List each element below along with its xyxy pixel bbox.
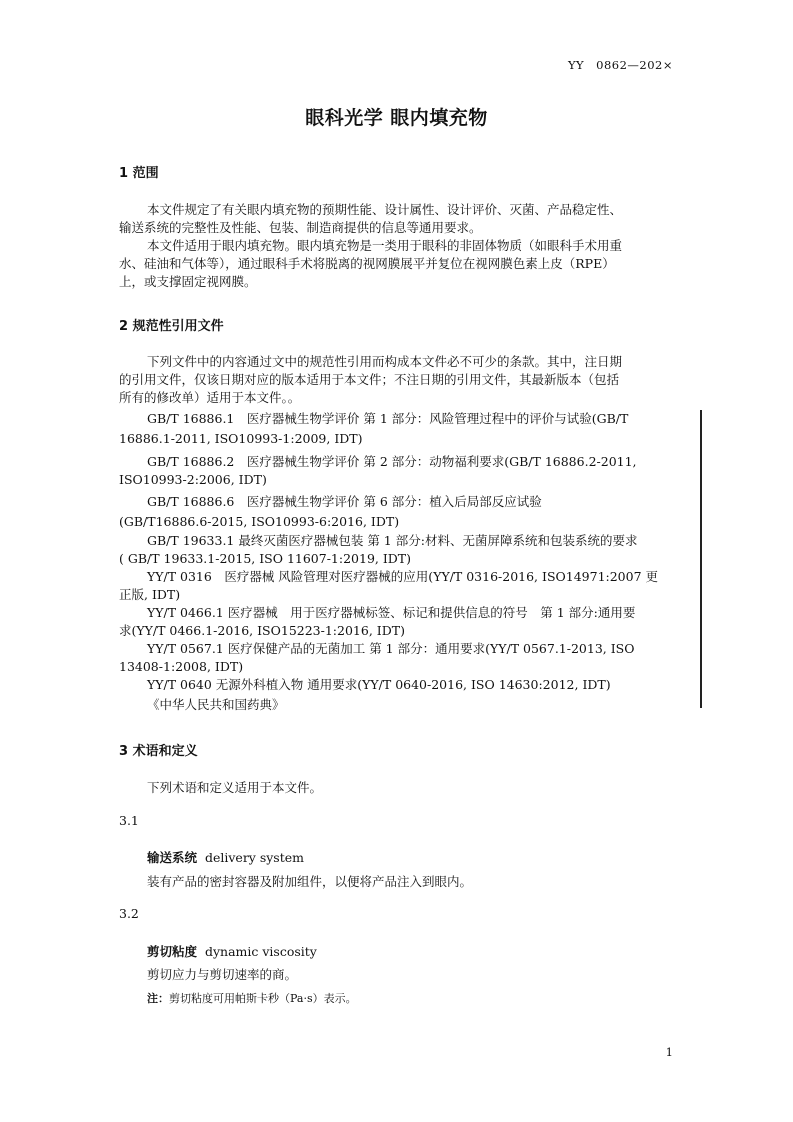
term-definition: 剪切应力与剪切速率的商。: [147, 967, 298, 982]
term-name-en: delivery system: [204, 850, 304, 865]
section-1-line: 上，或支撑固定视网膜。: [119, 274, 257, 289]
term-number: 3.1: [119, 813, 139, 828]
reference-entry: 《中华人民共和国药典》: [147, 697, 285, 712]
reference-entry: GB/T 16886.1 医疗器械生物学评价 第 1 部分：风险管理过程中的评价与试验(GB/T: [147, 411, 629, 426]
page-number: 1: [665, 1045, 673, 1059]
reference-entry: YY/T 0316 医疗器械 风险管理对医疗器械的应用(YY/T 0316-2016, ISO14971:2007 更: [147, 569, 659, 584]
section-1-heading: 1 范围: [119, 166, 159, 181]
reference-entry: YY/T 0640 无源外科植入物 通用要求(YY/T 0640-2016, ISO 14630:2012, IDT): [147, 677, 611, 692]
term-definition: 装有产品的密封容器及附加组件，以便将产品注入到眼内。: [147, 874, 473, 889]
section-2-heading: 2 规范性引用文件: [119, 319, 224, 334]
section-1-line: 本文件规定了有关眼内填充物的预期性能、设计属性、设计评价、灭菌、产品稳定性、: [147, 202, 623, 217]
reference-entry: GB/T 19633.1 最终灭菌医疗器械包装 第 1 部分:材料、无菌屏障系统和包装系统的要求: [147, 533, 638, 548]
section-2-line: 所有的修改单）适用于本文件。。: [119, 390, 301, 405]
reference-entry: YY/T 0466.1 医疗器械 用于医疗器械标签、标记和提供信息的符号 第 1 部分:通用要: [147, 605, 636, 620]
term-name-en: dynamic viscosity: [204, 944, 317, 959]
term-name-cn: 输送系统: [147, 850, 198, 865]
revision-change-bar: [700, 410, 702, 708]
term-name-cn: 剪切粘度: [147, 944, 198, 959]
reference-entry: 正版, IDT): [119, 587, 181, 602]
reference-entry: GB/T 16886.6 医疗器械生物学评价 第 6 部分：植入后局部反应试验: [147, 494, 542, 509]
reference-entry: (GB/T16886.6-2015, ISO10993-6:2016, IDT): [119, 514, 400, 529]
term-title: [147, 848, 304, 866]
term-number: 3.2: [119, 906, 139, 921]
document-code: YY 0862—202×: [567, 58, 673, 72]
section-3-intro: 下列术语和定义适用于本文件。: [147, 780, 323, 795]
section-1-line: 本文件适用于眼内填充物。眼内填充物是一类用于眼科的非固体物质（如眼科手术用重: [147, 238, 623, 253]
section-2-line: 下列文件中的内容通过文中的规范性引用而构成本文件必不可少的条款。其中，注日期: [147, 354, 623, 369]
reference-entry: 求(YY/T 0466.1-2016, ISO15223-1:2016, IDT): [119, 623, 405, 638]
term-note: [147, 990, 357, 1006]
reference-entry: 16886.1-2011, ISO10993-1:2009, IDT): [119, 431, 363, 446]
section-2-line: 的引用文件，仅该日期对应的版本适用于本文件；不注日期的引用文件，其最新版本（包括: [119, 372, 620, 387]
document-title: 眼科光学 眼内填充物: [305, 107, 488, 129]
section-1-line: 水、硅油和气体等），通过眼科手术将脱离的视网膜展平并复位在视网膜色素上皮（RPE）: [119, 256, 615, 271]
reference-entry: ( GB/T 19633.1-2015, ISO 11607-1:2019, IDT): [119, 551, 412, 566]
section-3-heading: 3 术语和定义: [119, 744, 198, 759]
reference-entry: ISO10993-2:2006, IDT): [119, 472, 267, 487]
note-label: 注：: [147, 992, 169, 1005]
term-title: [147, 942, 317, 960]
reference-entry: GB/T 16886.2 医疗器械生物学评价 第 2 部分：动物福利要求(GB/T 16886.2-2011,: [147, 454, 637, 469]
reference-entry: YY/T 0567.1 医疗保健产品的无菌加工 第 1 部分：通用要求(YY/T 0567.1-2013, ISO: [147, 641, 635, 656]
section-1-line: 输送系统的完整性及性能、包装、制造商提供的信息等通用要求。: [119, 220, 482, 235]
reference-entry: 13408-1:2008, IDT): [119, 659, 244, 674]
note-text: 剪切粘度可用帕斯卡秒（Pa·s）表示。: [169, 992, 357, 1005]
